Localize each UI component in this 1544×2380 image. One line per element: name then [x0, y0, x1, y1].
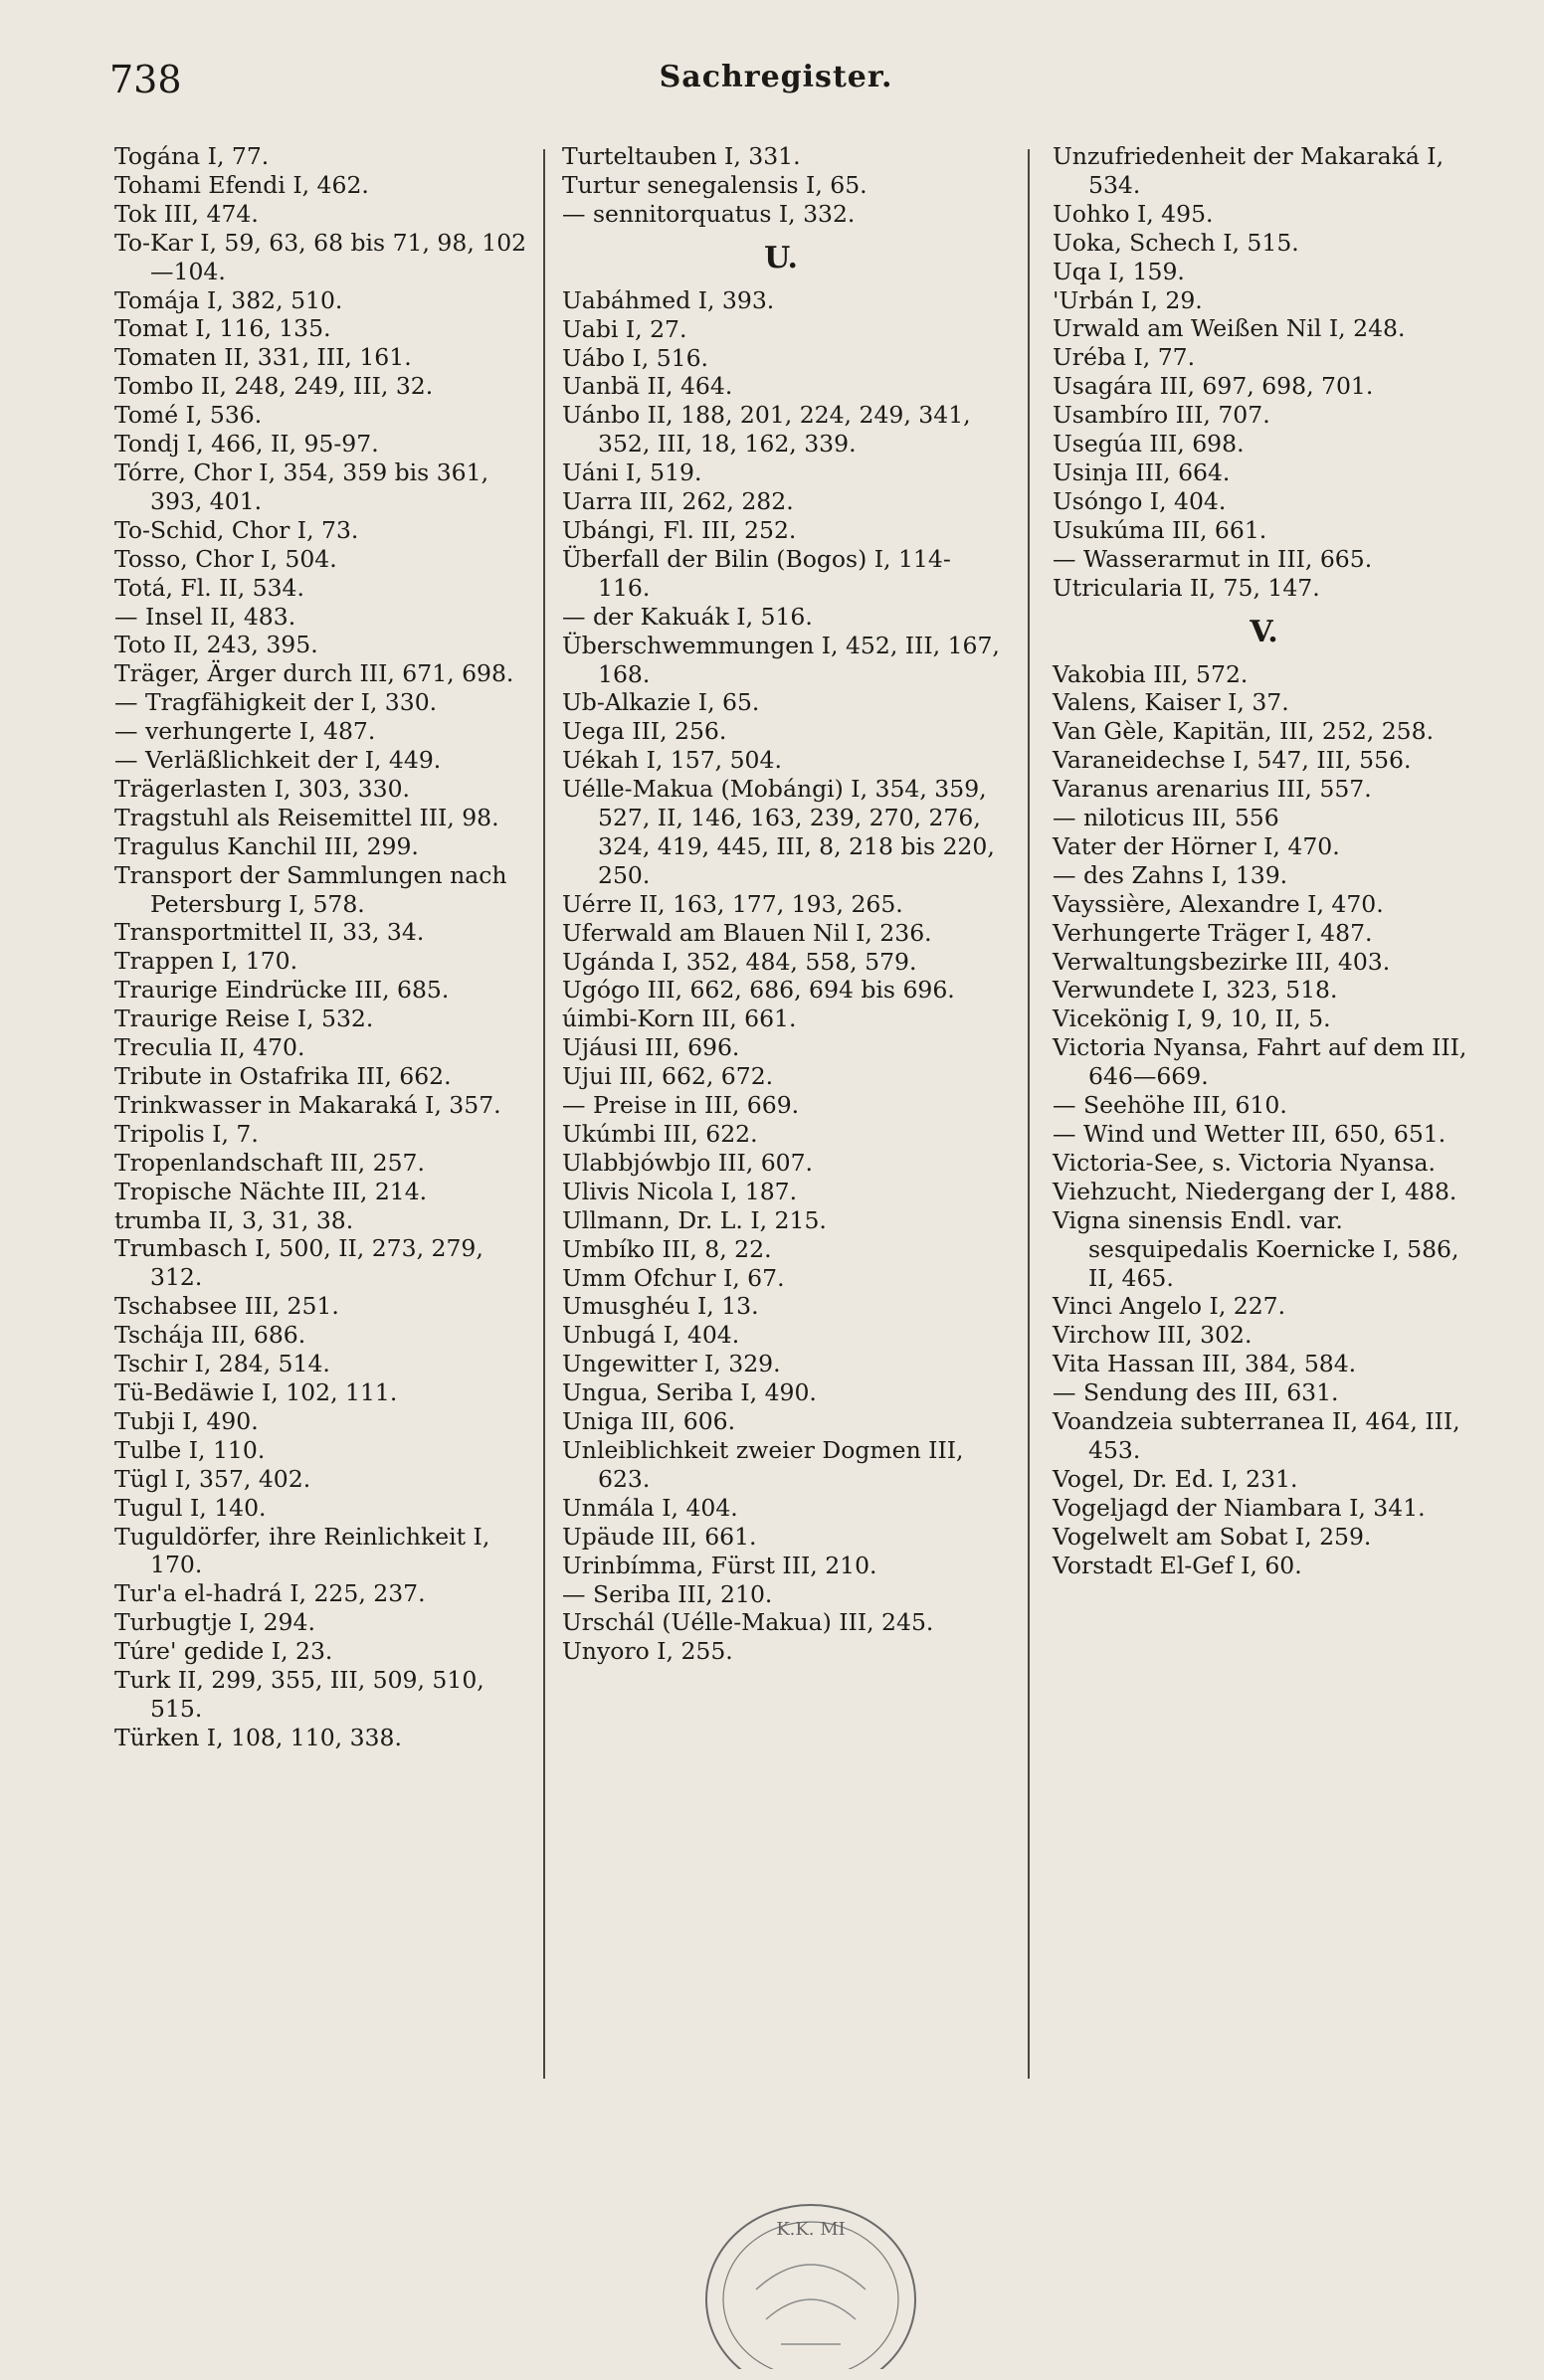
stamp-text: K.K. MI [776, 2219, 846, 2240]
index-entry: Tur'a el-hadrá I, 225, 237. [114, 1579, 426, 1608]
index-entry: Träger, Ärger durch III, 671, 698. [114, 659, 514, 688]
index-entry: Türken I, 108, 110, 338. [114, 1723, 402, 1751]
index-entry: — Tragfähigkeit der I, 330. [114, 688, 438, 717]
index-entry: Umm Ofchur I, 67. [562, 1263, 785, 1292]
index-entry: Viehzucht, Niedergang der I, 488. [1053, 1177, 1457, 1205]
index-entry: Vogeljagd der Niambara I, 341. [1053, 1493, 1426, 1522]
index-entry: Uérre II, 163, 177, 193, 265. [562, 889, 903, 918]
index-entry: Überschwemmungen I, 452, III, 167, 168. [562, 631, 1000, 688]
index-entry: Tragulus Kanchil III, 299. [114, 831, 419, 860]
index-entry: Uélle-Makua (Mobángi) I, 354, 359, 527, II, 146, 163, 239, 270, 276, 324, 419, 445, III, 8, 218 bis 220, 250. [562, 775, 995, 889]
index-entry: Uferwald am Blauen Nil I, 236. [562, 918, 932, 947]
index-entry: Tok III, 474. [114, 199, 259, 228]
index-entry: úimbi-Korn III, 661. [562, 1005, 797, 1033]
index-entry: — des Zahns I, 139. [1053, 860, 1288, 889]
index-entry: Tubji I, 490. [114, 1406, 259, 1435]
index-entry: Uarra III, 262, 282. [562, 487, 794, 516]
index-entry: Utricularia II, 75, 147. [1053, 573, 1320, 602]
index-entry: Tropenlandschaft III, 257. [114, 1148, 425, 1177]
index-entry: Virchow III, 302. [1053, 1321, 1253, 1350]
index-entry: Uabi I, 27. [562, 314, 687, 343]
index-entry: Ullmann, Dr. L. I, 215. [562, 1205, 827, 1234]
index-entry: — Sendung des III, 631. [1053, 1378, 1339, 1407]
section-heading-v: V. [1250, 614, 1278, 649]
column-rule [1028, 149, 1030, 2079]
column-rule [543, 149, 545, 2079]
index-entry: Vogelwelt am Sobat I, 259. [1053, 1522, 1372, 1551]
index-entry: Usinja III, 664. [1053, 458, 1231, 486]
index-entry: Tschir I, 284, 514. [114, 1350, 330, 1378]
entry-group [562, 142, 1000, 229]
index-entry: Toto II, 243, 395. [114, 631, 318, 659]
entry-group [1053, 142, 1475, 603]
index-entry: Voandzeia subterranea II, 464, III, 453. [1053, 1407, 1460, 1464]
index-entry: Tropische Nächte III, 214. [114, 1177, 428, 1205]
index-entry: Verwaltungsbezirke III, 403. [1053, 947, 1391, 976]
index-entry: — Verläßlichkeit der I, 449. [114, 746, 442, 775]
index-entry: Vicekönig I, 9, 10, II, 5. [1053, 1005, 1331, 1033]
index-entry: Uréba I, 77. [1053, 343, 1196, 372]
index-entry: Togána I, 77. [114, 142, 270, 170]
index-entry: Unleiblichkeit zweier Dogmen III, 623. [562, 1435, 964, 1493]
index-entry: Urwald am Weißen Nil I, 248. [1053, 314, 1406, 343]
index-entry: Varanus arenarius III, 557. [1053, 775, 1372, 804]
index-entry: Uoka, Schech I, 515. [1053, 228, 1299, 257]
index-entry: Ugógo III, 662, 686, 694 bis 696. [562, 976, 955, 1005]
index-entry: — sennitorquatus I, 332. [562, 199, 856, 228]
index-entry: Ub-Alkazie I, 65. [562, 688, 760, 717]
index-entry: Van Gèle, Kapitän, III, 252, 258. [1053, 717, 1435, 746]
index-entry: Victoria-See, s. Victoria Nyansa. [1053, 1148, 1436, 1177]
page-number: 738 [109, 58, 182, 101]
index-column-2 [562, 142, 1000, 1666]
index-entry: Umbíko III, 8, 22. [562, 1234, 772, 1263]
index-entry: Uega III, 256. [562, 717, 727, 746]
index-entry: Vigna sinensis Endl. var. sesquipedalis Koernicke I, 586, II, 465. [1053, 1205, 1459, 1292]
index-entry: Tomé I, 536. [114, 401, 263, 430]
index-entry: Uabáhmed I, 393. [562, 285, 775, 314]
index-entry: Tondj I, 466, II, 95-97. [114, 430, 379, 458]
entry-group [562, 286, 1000, 1667]
index-entry: Tuguldörfer, ihre Reinlichkeit I, 170. [114, 1522, 490, 1579]
index-entry: Valens, Kaiser I, 37. [1053, 688, 1289, 717]
index-entry: Vakobia III, 572. [1053, 659, 1249, 688]
index-entry: Tschája III, 686. [114, 1321, 306, 1350]
index-entry: Turtur senegalensis I, 65. [562, 170, 868, 199]
index-entry: Usukúma III, 661. [1053, 515, 1267, 544]
library-stamp [686, 2200, 935, 2369]
index-entry: — verhungerte I, 487. [114, 717, 376, 746]
index-entry: Tschabsee III, 251. [114, 1292, 339, 1321]
index-entry: Tribute in Ostafrika III, 662. [114, 1062, 452, 1090]
index-entry: Turteltauben I, 331. [562, 142, 801, 170]
index-entry: Ujáusi III, 696. [562, 1033, 740, 1062]
index-entry: Tripolis I, 7. [114, 1119, 259, 1148]
index-entry: Uohko I, 495. [1053, 199, 1214, 228]
index-entry: Unzufriedenheit der Makaraká I, 534. [1053, 142, 1445, 199]
index-entry: — Insel II, 483. [114, 602, 296, 631]
index-entry: Transportmittel II, 33, 34. [114, 918, 425, 947]
index-entry: To-Kar I, 59, 63, 68 bis 71, 98, 102—104. [114, 228, 527, 285]
index-entry: Trumbasch I, 500, II, 273, 279, 312. [114, 1234, 483, 1292]
index-entry: Tragstuhl als Reisemittel III, 98. [114, 803, 499, 831]
index-entry: Victoria Nyansa, Fahrt auf dem III, 646—669. [1053, 1033, 1467, 1091]
index-entry: Ukúmbi III, 622. [562, 1120, 758, 1148]
index-entry: — Preise in III, 669. [562, 1091, 800, 1120]
index-entry: Usagára III, 697, 698, 701. [1053, 372, 1374, 401]
index-entry: Ugánda I, 352, 484, 558, 579. [562, 947, 917, 976]
index-entry: To-Schid, Chor I, 73. [114, 515, 359, 544]
index-entry: Urinbímma, Fürst III, 210. [562, 1551, 877, 1579]
index-column-1 [114, 142, 530, 1752]
index-entry: Uanbä II, 464. [562, 372, 733, 401]
index-entry: Tosso, Chor I, 504. [114, 544, 337, 573]
index-entry: Vorstadt El-Gef I, 60. [1053, 1551, 1302, 1579]
index-entry: Usambíro III, 707. [1053, 401, 1270, 430]
index-entry: Tomaten II, 331, III, 161. [114, 343, 412, 372]
index-entry: Unmála I, 404. [562, 1493, 738, 1522]
index-entry: Upäude III, 661. [562, 1522, 757, 1551]
index-entry: Vayssière, Alexandre I, 470. [1053, 889, 1384, 918]
index-entry: Überfall der Bilin (Bogos) I, 114-116. [562, 544, 951, 602]
index-entry: Tü-Bedäwie I, 102, 111. [114, 1377, 398, 1406]
index-entry: Urschál (Uélle-Makua) III, 245. [562, 1608, 934, 1637]
index-entry: Tombo II, 248, 249, III, 32. [114, 372, 434, 401]
index-entry: Trägerlasten I, 303, 330. [114, 774, 410, 803]
index-entry: Ujui III, 662, 672. [562, 1062, 774, 1091]
index-entry: Verwundete I, 323, 518. [1053, 976, 1338, 1005]
index-entry: Uánbo II, 188, 201, 224, 249, 341, 352, III, 18, 162, 339. [562, 401, 971, 458]
index-entry: — der Kakuák I, 516. [562, 602, 813, 631]
index-entry: Tulbe I, 110. [114, 1435, 266, 1464]
index-entry: Uqa I, 159. [1053, 257, 1185, 285]
index-entry: Tórre, Chor I, 354, 359 bis 361, 393, 401. [114, 458, 489, 515]
index-entry: Tügl I, 357, 402. [114, 1464, 311, 1493]
index-entry: Uniga III, 606. [562, 1407, 736, 1436]
index-entry: — Seehöhe III, 610. [1053, 1091, 1287, 1120]
index-entry: 'Urbán I, 29. [1053, 285, 1203, 314]
running-title: Sachregister. [659, 60, 893, 94]
index-column-3 [1053, 142, 1475, 1580]
index-entry: — Wind und Wetter III, 650, 651. [1053, 1120, 1447, 1148]
index-entry: Uékah I, 157, 504. [562, 746, 782, 775]
page-header [109, 58, 1443, 117]
index-entry: Ulivis Nicola I, 187. [562, 1177, 798, 1205]
index-entry: Verhungerte Träger I, 487. [1053, 918, 1373, 947]
index-entry: Vinci Angelo I, 227. [1053, 1292, 1286, 1321]
index-entry: Varaneidechse I, 547, III, 556. [1053, 746, 1412, 775]
index-entry: — Wasserarmut in III, 665. [1053, 544, 1373, 573]
index-entry: Totá, Fl. II, 534. [114, 573, 304, 602]
index-entry: Vita Hassan III, 384, 584. [1053, 1350, 1357, 1378]
index-entry: Usóngo I, 404. [1053, 486, 1227, 515]
index-entry: Traurige Eindrücke III, 685. [114, 976, 450, 1005]
index-entry: Unyoro I, 255. [562, 1637, 733, 1666]
entry-group [1053, 660, 1475, 1580]
index-entry: Ulabbjówbjo III, 607. [562, 1148, 814, 1177]
index-entry: — Seriba III, 210. [562, 1579, 773, 1608]
index-entry: Trinkwasser in Makaraká I, 357. [114, 1090, 501, 1119]
index-entry: Treculia II, 470. [114, 1033, 305, 1062]
index-entry: Uáni I, 519. [562, 458, 702, 487]
index-entry: Umusghéu I, 13. [562, 1292, 759, 1321]
index-entry: Turk II, 299, 355, III, 509, 510, 515. [114, 1666, 484, 1723]
index-entry: Usegúa III, 698. [1053, 430, 1245, 458]
index-entry: Unbugá I, 404. [562, 1321, 740, 1350]
index-entry: Tohami Efendi I, 462. [114, 170, 369, 199]
index-entry: trumba II, 3, 31, 38. [114, 1205, 354, 1234]
index-entry: Tomat I, 116, 135. [114, 314, 331, 343]
index-entry: Ubángi, Fl. III, 252. [562, 515, 797, 544]
index-entry: Trappen I, 170. [114, 947, 298, 976]
index-entry: Vogel, Dr. Ed. I, 231. [1053, 1464, 1298, 1493]
index-entry: Traurige Reise I, 532. [114, 1005, 374, 1033]
index-entry: Vater der Hörner I, 470. [1053, 831, 1340, 860]
index-entry: Ungewitter I, 329. [562, 1350, 781, 1378]
index-entry: Tomája I, 382, 510. [114, 285, 343, 314]
index-entry: Túre' gedide I, 23. [114, 1637, 333, 1666]
index-entry: Transport der Sammlungen nach Petersburg I, 578. [114, 860, 507, 918]
index-entry: Uábo I, 516. [562, 343, 709, 372]
index-entry: Turbugtje I, 294. [114, 1608, 315, 1637]
index-entry: — niloticus III, 556 [1053, 804, 1279, 832]
index-entry: Ungua, Seriba I, 490. [562, 1378, 817, 1407]
index-entry: Tugul I, 140. [114, 1493, 267, 1522]
section-heading-u: U. [764, 240, 798, 275]
